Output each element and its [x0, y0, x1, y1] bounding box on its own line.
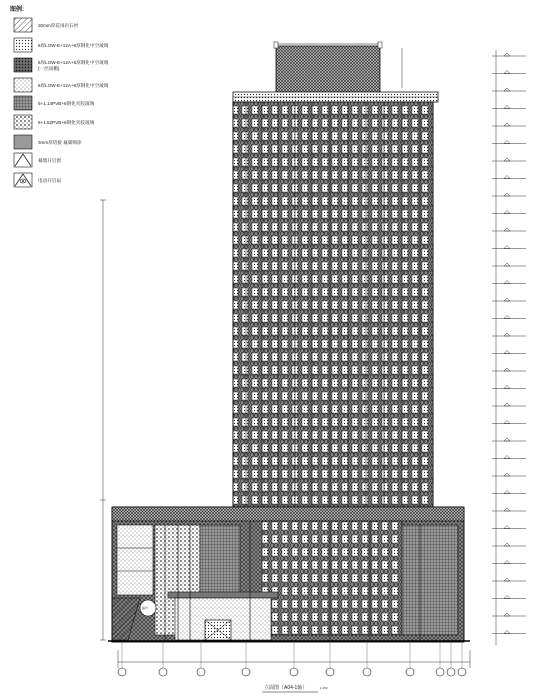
parapet	[233, 92, 438, 102]
legend-swatch	[14, 38, 32, 52]
legend-item	[14, 18, 79, 32]
drawing-title-block	[262, 684, 328, 692]
legend-label: 电动开启扇	[38, 178, 61, 183]
legend-label: 6+1.14PVB+6钢化夹胶玻璃	[38, 101, 95, 106]
legend-label: 6厚LOW-E+12A+6厚钢化中空玻璃	[38, 60, 109, 65]
legend-item	[14, 153, 61, 167]
tower-crown	[274, 42, 402, 92]
legend-label: 幕墙开启窗	[38, 158, 61, 163]
left-dimension-line	[100, 200, 106, 640]
legend	[10, 5, 109, 187]
legend-title: 图例:	[10, 7, 24, 13]
legend-item	[14, 115, 95, 129]
legend-label: 6+1.52PVB+6钢化夹胶玻璃	[38, 120, 95, 125]
legend-item	[14, 58, 109, 72]
legend-item	[14, 38, 109, 52]
axis-bubbles	[118, 641, 466, 676]
legend-label: 6厚LOW-E+12A+6厚钢化中空玻璃	[38, 43, 109, 48]
main-tower	[233, 102, 433, 507]
level-markers	[492, 50, 526, 645]
legend-swatch	[14, 135, 32, 149]
legend-label: 6厚LOW-E+12A+6厚钢化中空玻璃	[38, 83, 109, 88]
legend-swatch	[14, 78, 32, 92]
legend-swatch	[14, 18, 32, 32]
legend-swatch	[14, 96, 32, 110]
legend-item	[14, 78, 109, 92]
legend-swatch	[14, 153, 32, 167]
legend-item	[14, 173, 61, 187]
legend-swatch	[14, 173, 32, 187]
legend-item	[14, 135, 82, 149]
drawing-title: 立面图（A04-1轴）	[264, 685, 308, 691]
svg-text:编号: 编号	[142, 606, 149, 610]
legend-item	[14, 96, 95, 110]
legend-label: 30mm厚花岗岩石材	[38, 23, 79, 28]
podium	[112, 507, 464, 642]
legend-label: 3mm厚铝板 氟碳喷涂	[38, 140, 82, 145]
drawing-scale: 1:150	[320, 686, 328, 690]
legend-note: (一层雨棚)	[38, 66, 60, 71]
legend-swatch	[14, 58, 32, 72]
legend-swatch	[14, 115, 32, 129]
